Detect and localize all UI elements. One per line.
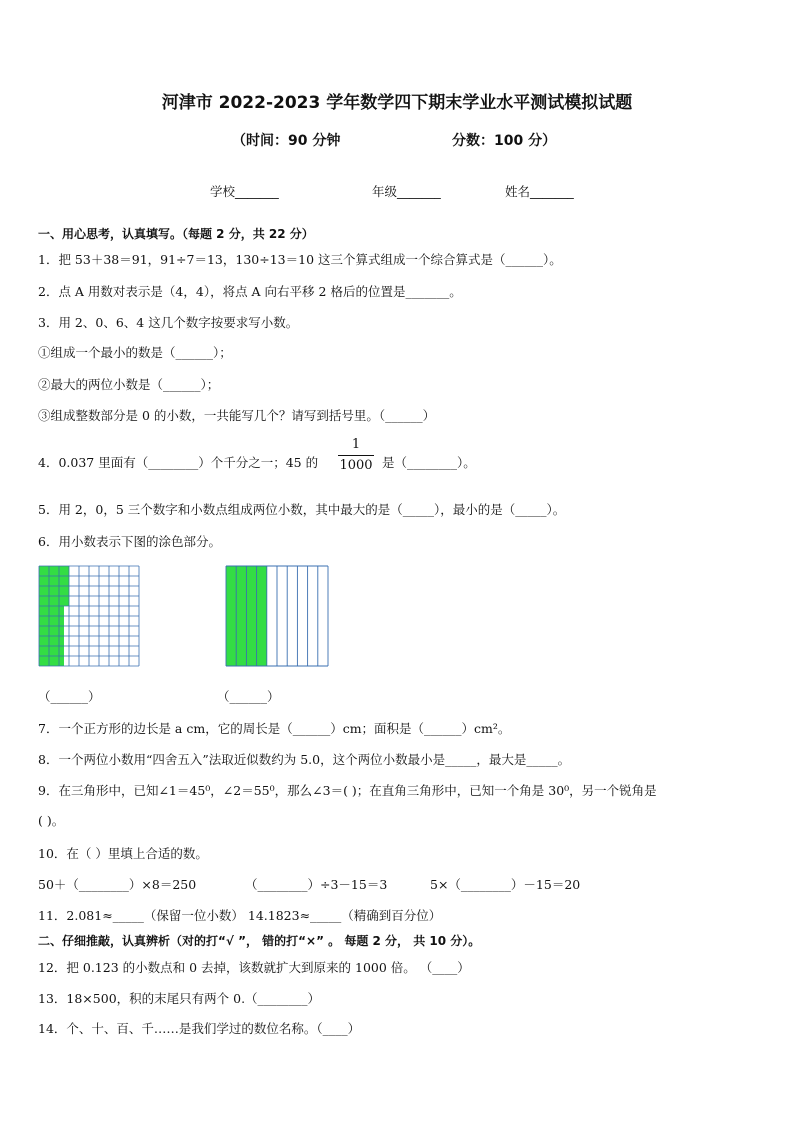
fraction-denominator: 1000 bbox=[339, 458, 373, 473]
question-7: 7．一个正方形的边长是 a cm，它的周长是（______）cm；面积是（______）cm²。 bbox=[38, 721, 511, 736]
exam-time: （时间：90 分钟 bbox=[232, 133, 341, 149]
question-14: 14．个、十、百、千……是我们学过的数位名称。（____） bbox=[38, 1021, 361, 1036]
question-12: 12．把 0.123 的小数点和 0 去掉，该数就扩大到原来的 1000 倍。 （____） bbox=[38, 960, 470, 975]
question-4-suffix: 是（________）。 bbox=[382, 455, 476, 470]
fraction-numerator: 1 bbox=[351, 437, 361, 452]
fraction-bar bbox=[338, 455, 374, 456]
question-4-prefix: 4．0.037 里面有（________）个千分之一；45 的 bbox=[38, 455, 319, 470]
q6-answer-blank-2[interactable]: （______） bbox=[217, 689, 280, 704]
exam-score: 分数：100 分） bbox=[452, 133, 557, 149]
question-10: 10．在（ ）里填上合适的数。 bbox=[38, 846, 208, 861]
question-9-line-1: 9．在三角形中，已知∠1＝45⁰，∠2＝55⁰，那么∠3＝( )；在直角三角形中，已知一个角是 30⁰，另一个锐角是 bbox=[38, 783, 657, 798]
grade-field[interactable]: 年级_______ bbox=[372, 184, 441, 199]
question-3a: ①组成一个最小的数是（______）； bbox=[38, 345, 232, 360]
school-field[interactable]: 学校_______ bbox=[210, 184, 279, 199]
question-8: 8．一个两位小数用“四舍五入”法取近似数约为 5.0，这个两位小数最小是_____，最大是_____。 bbox=[38, 752, 571, 767]
question-13: 13．18×500，积的末尾只有两个 0.（________） bbox=[38, 991, 321, 1006]
tenths-strip-figure bbox=[225, 565, 329, 667]
question-9-line-2: ( )。 bbox=[38, 813, 65, 828]
q6-answer-blank-1[interactable]: （______） bbox=[38, 689, 101, 704]
name-field[interactable]: 姓名_______ bbox=[505, 184, 574, 199]
fraction-one-thousandth bbox=[338, 437, 374, 473]
question-11: 11．2.081≈_____（保留一位小数） 14.1823≈_____（精确到百分位） bbox=[38, 908, 442, 923]
question-1: 1．把 53＋38＝91，91÷7＝13，130÷13＝10 这三个算式组成一个综合算式是（______）。 bbox=[38, 252, 562, 267]
section-2-heading: 二、仔细推敲，认真辨析（对的打“√ ”， 错的打“×” 。 每题 2 分， 共 10 分）。 bbox=[38, 934, 481, 948]
question-2: 2．点 A 用数对表示是（4，4），将点 A 向右平移 2 格后的位置是_______。 bbox=[38, 284, 462, 299]
question-10a: 50＋（________）×8＝250 bbox=[38, 877, 197, 892]
exam-title: 河津市 2022-2023 学年数学四下期末学业水平测试模拟试题 bbox=[161, 93, 633, 113]
question-10c: 5×（________）－15＝20 bbox=[430, 877, 581, 892]
question-3b: ②最大的两位小数是（______）； bbox=[38, 377, 220, 392]
section-1-heading: 一、用心思考，认真填写。（每题 2 分，共 22 分） bbox=[38, 227, 314, 241]
hundred-grid-figure bbox=[38, 565, 140, 667]
question-10b: （________）÷3－15＝3 bbox=[245, 877, 388, 892]
question-5: 5．用 2，0，5 三个数字和小数点组成两位小数，其中最大的是（_____），最小的是（_____）。 bbox=[38, 502, 566, 517]
question-6: 6．用小数表示下图的涂色部分。 bbox=[38, 534, 221, 549]
question-3c: ③组成整数部分是 0 的小数，一共能写几个？请写到括号里。（______） bbox=[38, 408, 436, 423]
question-3: 3．用 2、0、6、4 这几个数字按要求写小数。 bbox=[38, 315, 299, 330]
